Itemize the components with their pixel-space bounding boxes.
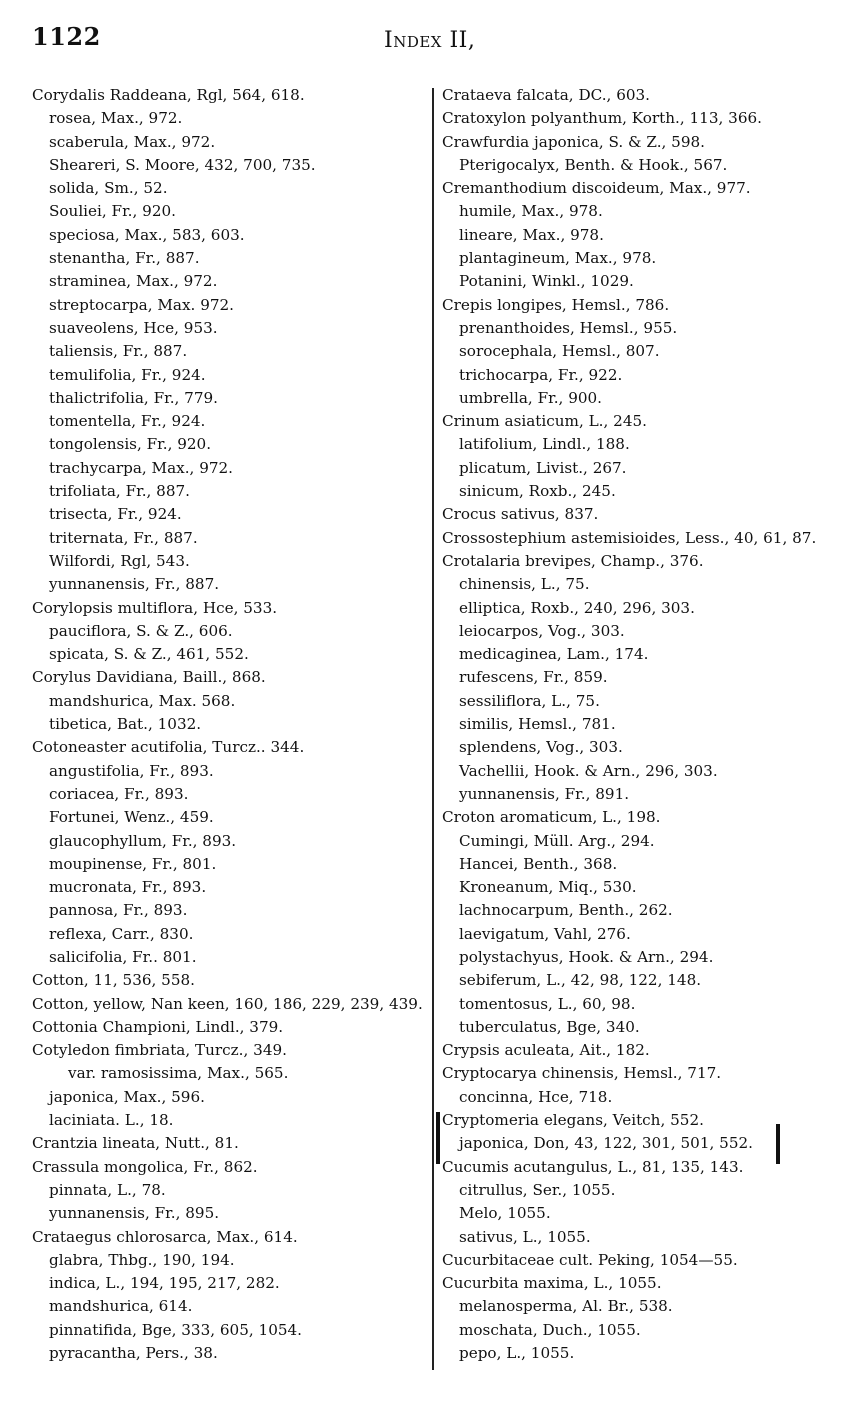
index-entry: Crotalaria brevipes, Champ., 376.	[442, 551, 704, 570]
index-entry: Cucumis acutangulus, L., 81, 135, 143.	[442, 1157, 744, 1176]
index-subentry: Hancei, Benth., 368.	[459, 854, 618, 873]
index-entry: Croton aromaticum, L., 198.	[442, 808, 661, 827]
index-subentry: scaberula, Max., 972.	[49, 132, 216, 151]
index-subentry: plicatum, Livist., 267.	[459, 458, 627, 477]
index-subentry: pyracantha, Pers., 38.	[49, 1344, 218, 1363]
index-subentry: splendens, Vog., 303.	[459, 738, 623, 757]
index-entry: Crawfurdia japonica, S. & Z., 598.	[442, 132, 705, 151]
index-subentry: mucronata, Fr., 893.	[49, 878, 207, 897]
index-entry: Cryptocarya chinensis, Hemsl., 717.	[442, 1064, 722, 1083]
index-subentry: tomentosus, L., 60, 98.	[459, 994, 636, 1013]
index-subentry: triternata, Fr., 887.	[49, 528, 198, 547]
index-subentry: coriacea, Fr., 893.	[49, 784, 189, 803]
index-subentry: polystachyus, Hook. & Arn., 294.	[459, 947, 714, 966]
index-subentry: spicata, S. & Z., 461, 552.	[49, 645, 249, 664]
index-column-left	[32, 84, 432, 1365]
index-subentry: elliptica, Roxb., 240, 296, 303.	[459, 598, 695, 617]
index-subentry: laciniata. L., 18.	[49, 1111, 174, 1130]
index-entry: Corylus Davidiana, Baill., 868.	[32, 668, 266, 687]
index-subentry: var. ramosissima, Max., 565.	[68, 1064, 289, 1083]
index-subentry: suaveolens, Hce, 953.	[49, 318, 218, 337]
column-divider	[432, 88, 434, 1370]
index-entry: Cratoxylon polyanthum, Korth., 113, 366.	[442, 109, 762, 128]
index-entry: Cremanthodium discoideum, Max., 977.	[442, 179, 751, 198]
index-subentry: tongolensis, Fr., 920.	[49, 435, 212, 454]
index-entry: Cotton, yellow, Nan keen, 160, 186, 229, 239, 439.	[32, 994, 423, 1013]
index-subentry: yunnanensis, Fr., 895.	[49, 1204, 220, 1223]
index-subentry: laevigatum, Vahl, 276.	[459, 924, 631, 943]
index-entry: Cucurbita maxima, L., 1055.	[442, 1274, 662, 1293]
index-subentry: latifolium, Lindl., 188.	[459, 435, 630, 454]
index-subentry: straminea, Max., 972.	[49, 272, 218, 291]
index-entry: Corydalis Raddeana, Rgl, 564, 618.	[32, 86, 305, 104]
index-subentry: yunnanensis, Fr., 891.	[459, 784, 630, 803]
index-subentry: streptocarpa, Max. 972.	[49, 295, 235, 314]
index-subentry: umbrella, Fr., 900.	[459, 388, 603, 407]
index-entry: Corylopsis multiflora, Hce, 533.	[32, 598, 278, 617]
index-subentry: taliensis, Fr., 887.	[49, 342, 188, 361]
index-subentry: Pterigocalyx, Benth. & Hook., 567.	[459, 155, 728, 174]
index-entry: Crinum asiaticum, L., 245.	[442, 412, 647, 431]
index-subentry: citrullus, Ser., 1055.	[459, 1180, 616, 1199]
index-subentry: concinna, Hce, 718.	[459, 1087, 613, 1106]
index-subentry: trichocarpa, Fr., 922.	[459, 365, 623, 384]
page-number: 1122	[32, 22, 101, 51]
index-subentry: leiocarpos, Vog., 303.	[459, 621, 625, 640]
running-head: Index II,	[384, 28, 476, 53]
index-entry: Cotyledon fimbriata, Turcz., 349.	[32, 1041, 287, 1060]
index-subentry: similis, Hemsl., 781.	[459, 715, 616, 734]
index-subentry: sinicum, Roxb., 245.	[459, 482, 616, 501]
index-subentry: trisecta, Fr., 924.	[49, 505, 182, 524]
index-entry: Cryptomeria elegans, Veitch, 552.	[442, 1111, 704, 1130]
index-subentry: tibetica, Bat., 1032.	[49, 715, 202, 734]
index-subentry: glabra, Thbg., 190, 194.	[49, 1250, 235, 1269]
index-subentry: rufescens, Fr., 859.	[459, 668, 608, 687]
index-subentry: pepo, L., 1055.	[459, 1344, 575, 1363]
index-subentry: tomentella, Fr., 924.	[49, 412, 206, 431]
index-subentry: pannosa, Fr., 893.	[49, 901, 188, 920]
index-subentry: sessiliflora, L., 75.	[459, 691, 600, 710]
index-subentry: Wilfordi, Rgl, 543.	[49, 551, 190, 570]
index-subentry: tuberculatus, Bge, 340.	[459, 1017, 640, 1036]
index-subentry: temulifolia, Fr., 924.	[49, 365, 206, 384]
index-subentry: trifoliata, Fr., 887.	[49, 482, 190, 501]
index-subentry: melanosperma, Al. Br., 538.	[459, 1297, 673, 1316]
margin-mark-left	[436, 1112, 440, 1164]
index-subentry: thalictrifolia, Fr., 779.	[49, 388, 218, 407]
index-entry: Crantzia lineata, Nutt., 81.	[32, 1134, 239, 1153]
index-subentry: medicaginea, Lam., 174.	[459, 645, 649, 664]
index-entry: Cucurbitaceae cult. Peking, 1054—55.	[442, 1250, 738, 1269]
index-subentry: sativus, L., 1055.	[459, 1227, 591, 1246]
index-column-right	[442, 84, 842, 1365]
index-subentry: pinnata, L., 78.	[49, 1180, 166, 1199]
index-entry: Cotoneaster acutifolia, Turcz.. 344.	[32, 738, 305, 757]
index-entry: Crataegus chlorosarca, Max., 614.	[32, 1227, 298, 1246]
index-entry: Cottonia Championi, Lindl., 379.	[32, 1017, 284, 1036]
index-subentry: yunnanensis, Fr., 887.	[49, 575, 220, 594]
index-subentry: humile, Max., 978.	[459, 202, 603, 221]
index-subentry: moschata, Duch., 1055.	[459, 1320, 641, 1339]
index-subentry: Melo, 1055.	[459, 1204, 551, 1223]
index-subentry: Souliei, Fr., 920.	[49, 202, 176, 221]
index-subentry: pauciflora, S. & Z., 606.	[49, 621, 233, 640]
index-entry: Crataeva falcata, DC., 603.	[442, 86, 651, 104]
margin-mark-right	[776, 1124, 780, 1164]
index-entry: Crepis longipes, Hemsl., 786.	[442, 295, 670, 314]
index-subentry: mandshurica, Max. 568.	[49, 691, 236, 710]
index-subentry: reflexa, Carr., 830.	[49, 924, 194, 943]
index-subentry: indica, L., 194, 195, 217, 282.	[49, 1274, 280, 1293]
index-subentry: salicifolia, Fr.. 801.	[49, 947, 197, 966]
index-subentry: Potanini, Winkl., 1029.	[459, 272, 634, 291]
index-subentry: sorocephala, Hemsl., 807.	[459, 342, 660, 361]
index-subentry: speciosa, Max., 583, 603.	[49, 225, 245, 244]
index-subentry: Fortunei, Wenz., 459.	[49, 808, 214, 827]
index-subentry: prenanthoides, Hemsl., 955.	[459, 318, 678, 337]
index-subentry: japonica, Don, 43, 122, 301, 501, 552.	[459, 1134, 753, 1153]
index-subentry: solida, Sm., 52.	[49, 179, 168, 198]
index-entry: Crassula mongolica, Fr., 862.	[32, 1157, 258, 1176]
index-subentry: mandshurica, 614.	[49, 1297, 193, 1316]
index-subentry: glaucophyllum, Fr., 893.	[49, 831, 237, 850]
index-subentry: Kroneanum, Miq., 530.	[459, 878, 637, 897]
index-subentry: lineare, Max., 978.	[459, 225, 604, 244]
index-subentry: rosea, Max., 972.	[49, 109, 183, 128]
index-subentry: moupinense, Fr., 801.	[49, 854, 217, 873]
index-entry: Crossostephium astemisioides, Less., 40, 61, 87.	[442, 528, 817, 547]
index-subentry: lachnocarpum, Benth., 262.	[459, 901, 673, 920]
index-subentry: chinensis, L., 75.	[459, 575, 590, 594]
index-subentry: Vachellii, Hook. & Arn., 296, 303.	[459, 761, 718, 780]
index-subentry: Sheareri, S. Moore, 432, 700, 735.	[49, 155, 316, 174]
index-subentry: stenantha, Fr., 887.	[49, 249, 200, 268]
index-subentry: japonica, Max., 596.	[49, 1087, 205, 1106]
index-entry: Crypsis aculeata, Ait., 182.	[442, 1041, 650, 1060]
index-subentry: pinnatifida, Bge, 333, 605, 1054.	[49, 1320, 303, 1339]
index-entry: Crocus sativus, 837.	[442, 505, 599, 524]
index-subentry: Cumingi, Müll. Arg., 294.	[459, 831, 655, 850]
index-subentry: angustifolia, Fr., 893.	[49, 761, 214, 780]
index-subentry: sebiferum, L., 42, 98, 122, 148.	[459, 971, 702, 990]
index-entry: Cotton, 11, 536, 558.	[32, 971, 195, 990]
index-subentry: plantagineum, Max., 978.	[459, 249, 657, 268]
index-subentry: trachycarpa, Max., 972.	[49, 458, 234, 477]
